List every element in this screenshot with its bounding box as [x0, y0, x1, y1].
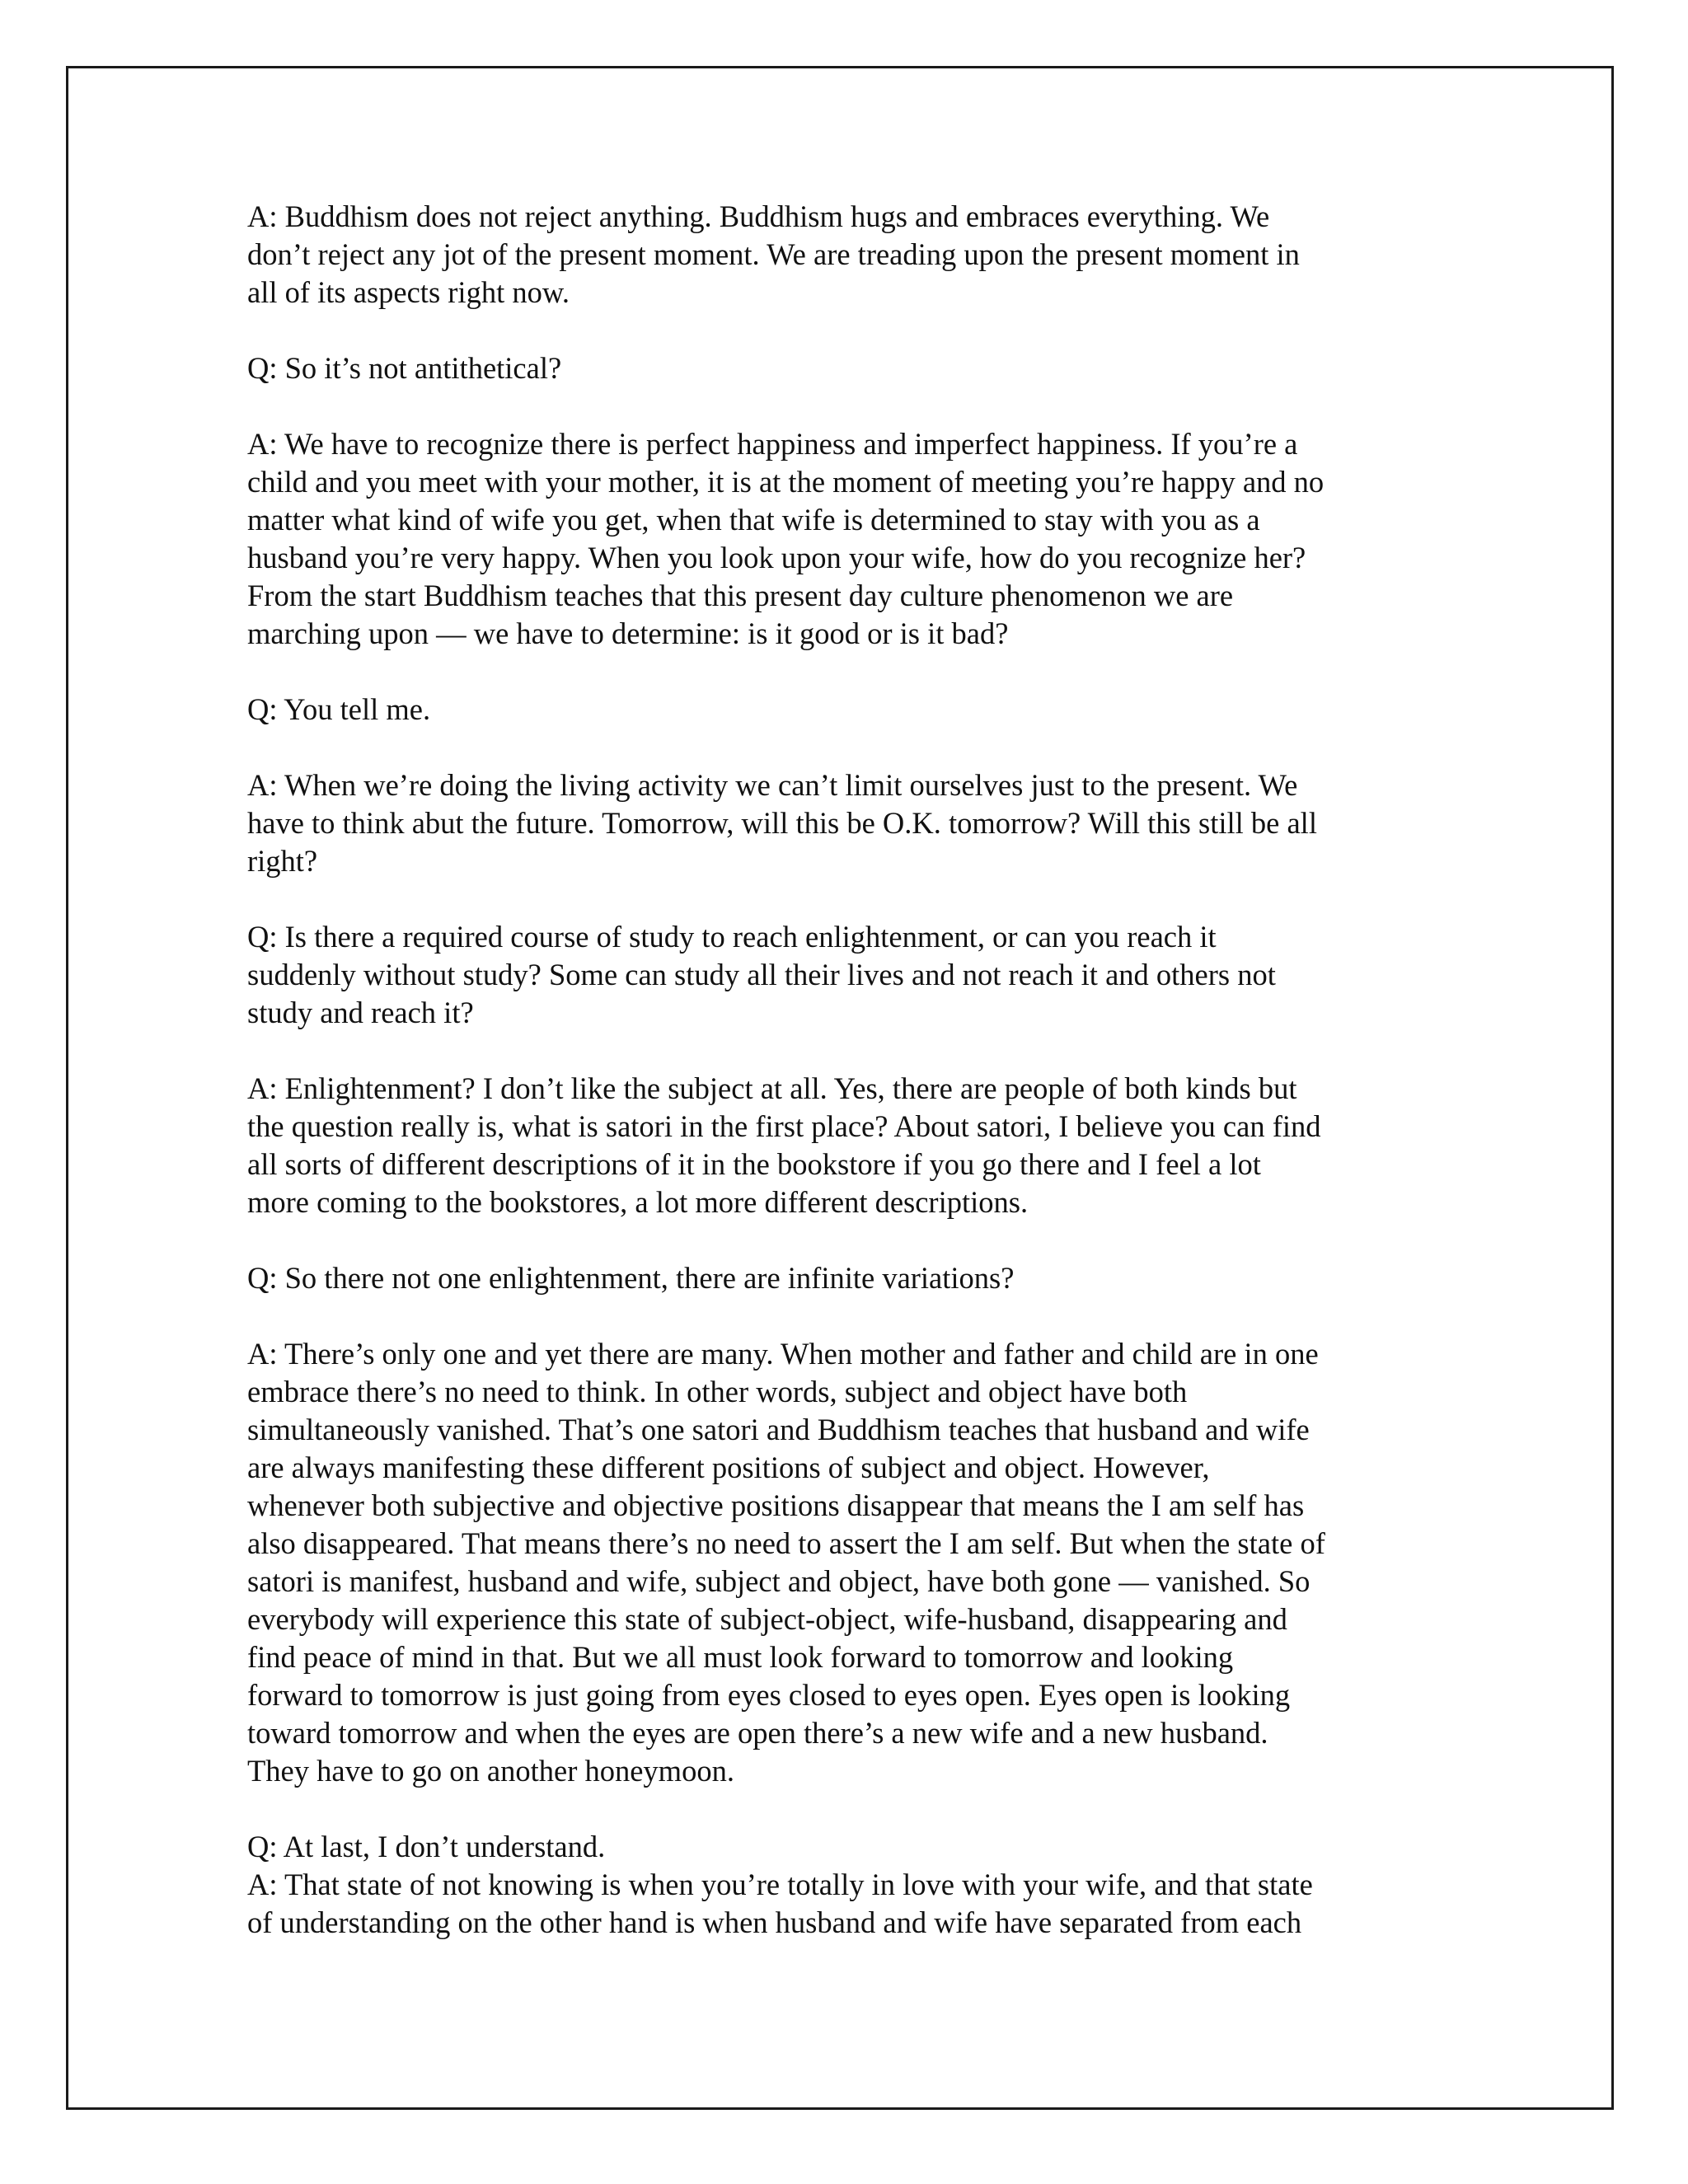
text-line: toward tomorrow and when the eyes are open there’s a new wife and a new husband. [247, 1716, 1268, 1750]
text-line: forward to tomorrow is just going from eyes closed to eyes open. Eyes open is looking [247, 1678, 1291, 1712]
text-line: From the start Buddhism teaches that this present day culture phenomenon we are [247, 579, 1234, 612]
text-line: are always manifesting these different positions of subject and object. However, [247, 1451, 1210, 1484]
text-line: also disappeared. That means there’s no need to assert the I am self. But when the state of [247, 1526, 1325, 1560]
text-line: Q: Is there a required course of study to reach enlightenment, or can you reach it [247, 920, 1217, 954]
text-line: don’t reject any jot of the present moment. We are treading upon the present moment in [247, 237, 1300, 271]
answer-paragraph [247, 1070, 1442, 1221]
text-line: right? [247, 844, 318, 878]
text-line: study and reach it? [247, 996, 474, 1029]
text-line: A: Enlightenment? I don’t like the subject at all. Yes, there are people of both kinds but [247, 1071, 1297, 1105]
text-line: all sorts of different descriptions of it in the bookstore if you go there and I feel a lot [247, 1147, 1261, 1181]
text-line: marching upon — we have to determine: is it good or is it bad? [247, 616, 1009, 650]
text-line: satori is manifest, husband and wife, subject and object, have both gone — vanished. So [247, 1564, 1311, 1598]
answer-paragraph [247, 425, 1442, 653]
question-paragraph [247, 349, 1442, 387]
question-paragraph [247, 691, 1442, 729]
answer-paragraph [247, 1335, 1442, 1790]
text-line: child and you meet with your mother, it is at the moment of meeting you’re happy and no [247, 465, 1325, 499]
text-line: simultaneously vanished. That’s one satori and Buddhism teaches that husband and wife [247, 1413, 1310, 1446]
text-line: A: We have to recognize there is perfect happiness and imperfect happiness. If you’re a [247, 427, 1298, 461]
text-line: embrace there’s no need to think. In other words, subject and object have both [247, 1375, 1188, 1408]
text-line: find peace of mind in that. But we all must look forward to tomorrow and looking [247, 1640, 1234, 1674]
text-line: matter what kind of wife you get, when that wife is determined to stay with you as a [247, 503, 1260, 537]
text-line: Q: You tell me. [247, 692, 431, 726]
text-line: have to think abut the future. Tomorrow, will this be O.K. tomorrow? Will this still be all [247, 806, 1317, 840]
answer-paragraph [247, 766, 1442, 880]
text-line: A: When we’re doing the living activity we can’t limit ourselves just to the present. We [247, 768, 1298, 802]
text-line: of understanding on the other hand is when husband and wife have separated from each [247, 1905, 1302, 1939]
document-body [247, 198, 1442, 1980]
text-line: Q: So it’s not antithetical? [247, 351, 562, 385]
text-line: A: That state of not knowing is when you’re totally in love with your wife, and that state [247, 1868, 1313, 1901]
text-line: all of its aspects right now. [247, 275, 570, 309]
text-line: the question really is, what is satori in the first place? About satori, I believe you can find [247, 1109, 1321, 1143]
text-line: husband you’re very happy. When you look upon your wife, how do you recognize her? [247, 541, 1306, 574]
text-line: everybody will experience this state of subject-object, wife-husband, disappearing and [247, 1602, 1287, 1636]
text-line: A: There’s only one and yet there are many. When mother and father and child are in one [247, 1337, 1319, 1371]
text-line: Q: At last, I don’t understand. [247, 1830, 606, 1863]
text-line: suddenly without study? Some can study all their lives and not reach it and others not [247, 958, 1276, 991]
question-paragraph [247, 918, 1442, 1032]
question-paragraph [247, 1828, 1442, 1866]
text-line: A: Buddhism does not reject anything. Buddhism hugs and embraces everything. We [247, 199, 1270, 233]
text-line: Q: So there not one enlightenment, there are infinite variations? [247, 1261, 1015, 1295]
answer-paragraph [247, 1866, 1442, 1942]
question-paragraph [247, 1259, 1442, 1297]
text-line: They have to go on another honeymoon. [247, 1754, 734, 1788]
text-line: whenever both subjective and objective positions disappear that means the I am self has [247, 1488, 1305, 1522]
answer-paragraph [247, 198, 1442, 312]
text-line: more coming to the bookstores, a lot more different descriptions. [247, 1185, 1029, 1219]
